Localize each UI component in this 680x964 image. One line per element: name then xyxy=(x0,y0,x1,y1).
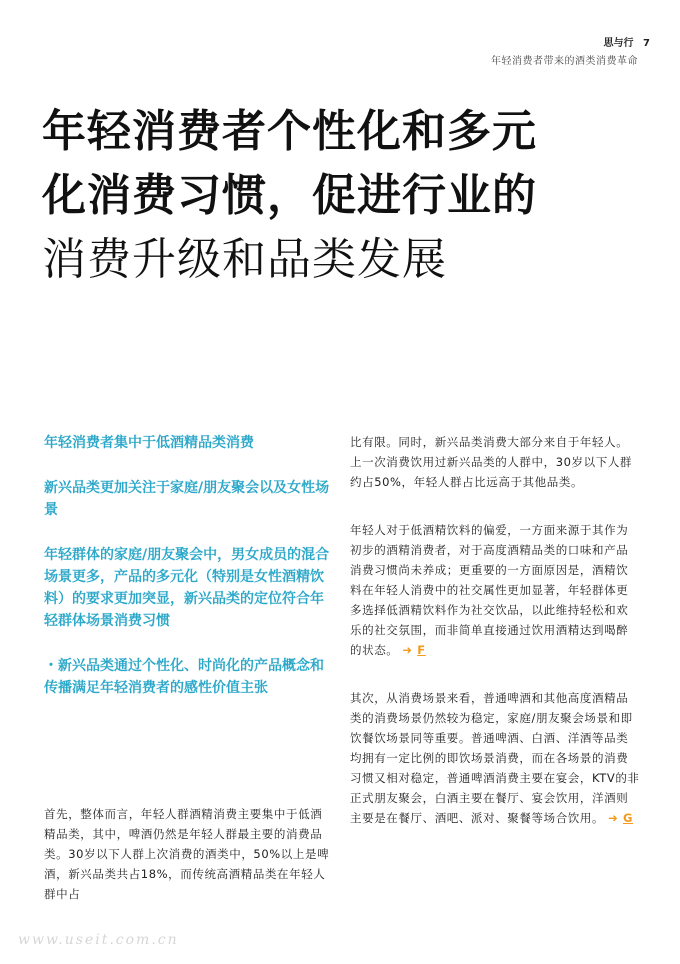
body-paragraph-1: 首先，整体而言，年轻人群酒精消费主要集中于低酒精品类，其中，啤酒仍然是年轻人群最主要的消费品类。30岁以下人群上次消费的酒类中，50%以上是啤酒，新兴品类共占18%，而传统高酒精品类在年轻人群中占 xyxy=(44,807,330,901)
highlights-column xyxy=(44,432,334,699)
paragraph-2-text: 年轻人对于低酒精饮料的偏爱，一方面来源于其作为初步的酒精消费者，对于高度酒精品类的口味和产品消费习惯尚未养成；更重要的一方面原因是，酒精饮料在年轻人消费中的社交属性更加显著，年轻群体更多选择低酒精饮料作为社交饮品，以此维持轻松和欢乐的社交氛围，而非简单直接通过饮用酒精达到喝醉的状态。 xyxy=(350,523,629,657)
reference-link-g[interactable] xyxy=(608,811,633,825)
reference-letter: F xyxy=(417,643,426,657)
section-name: 思与行 xyxy=(603,38,634,49)
highlight-4: ・新兴品类通过个性化、时尚化的产品概念和传播满足年轻消费者的感性价值主张 xyxy=(44,658,324,696)
running-header xyxy=(604,34,650,49)
highlight-1: 年轻消费者集中于低酒精品类消费 xyxy=(44,435,254,451)
running-subtitle: 年轻消费者带来的酒类消费革命 xyxy=(491,56,638,67)
page-number: 7 xyxy=(643,38,650,49)
headline-line-2: 化消费习惯，促进行业的 xyxy=(42,170,537,221)
page-headline xyxy=(42,100,642,292)
reference-link-f[interactable] xyxy=(402,643,425,657)
body-paragraph-2 xyxy=(350,520,640,660)
body-paragraph-3 xyxy=(350,688,640,828)
highlight-3: 年轻群体的家庭/朋友聚会中，男女成员的混合场景更多，产品的多元化（特别是女性酒精饮料）的要求更加突显，新兴品类的定位符合年轻群体场景消费习惯 xyxy=(44,547,330,629)
arrow-right-icon: ➜ xyxy=(608,811,619,825)
headline-line-3: 消费升级和品类发展 xyxy=(42,234,447,285)
paragraph-3-text: 其次，从消费场景来看，普通啤酒和其他高度酒精品类的消费场景仍然较为稳定，家庭/朋友聚会场景和即饮餐饮场景同等重要。普通啤酒、白酒、洋酒等品类均拥有一定比例的即饮场景消费，而在各场景的消费习惯又相对稳定，普通啤酒消费主要在宴会，KTV的非正式朋友聚会，白酒主要在餐厅、宴会饮用，洋酒则主要是在餐厅、酒吧、派对、聚餐等场合饮用。 xyxy=(350,691,640,825)
arrow-right-icon: ➜ xyxy=(402,643,413,657)
body-paragraph-1-continued: 比有限。同时，新兴品类消费大部分来自于年轻人。上一次消费饮用过新兴品类的人群中，30岁以下人群约占50%，年轻人群占比远高于其他品类。 xyxy=(350,435,633,489)
highlight-2: 新兴品类更加关注于家庭/朋友聚会以及女性场景 xyxy=(44,480,330,518)
body-right-column xyxy=(350,432,640,856)
reference-letter: G xyxy=(622,811,634,825)
headline-line-1: 年轻消费者个性化和多元 xyxy=(42,106,537,157)
watermark: www.useit.com.cn xyxy=(18,932,179,948)
